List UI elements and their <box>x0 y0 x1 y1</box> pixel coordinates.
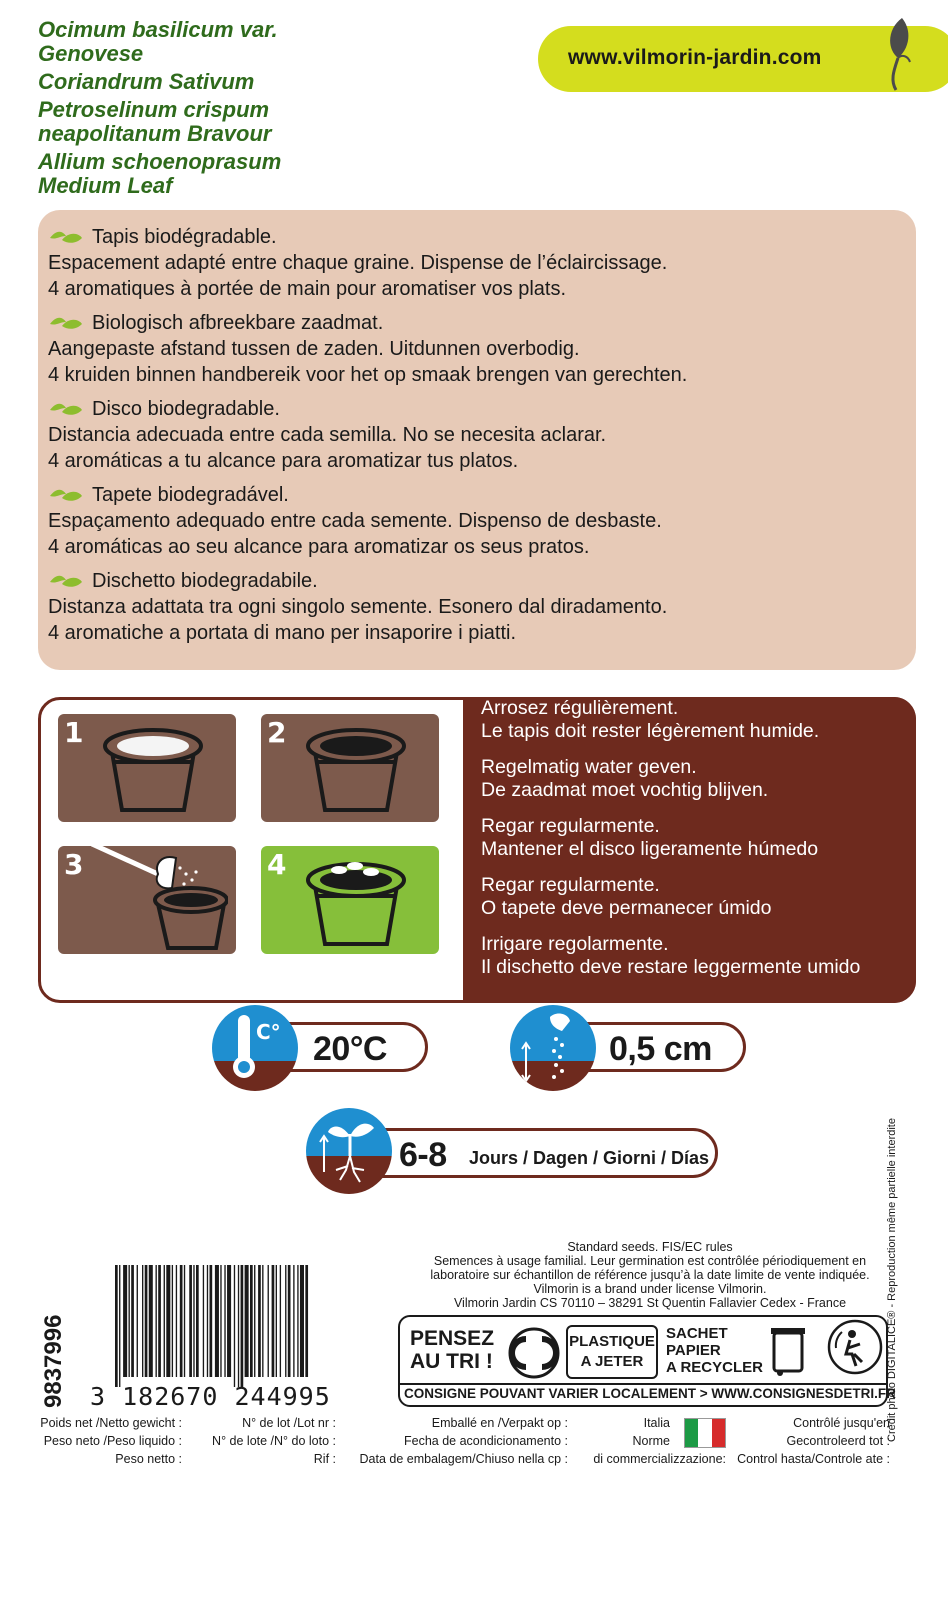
barcode-bar <box>250 1265 253 1377</box>
barcode-number: 3 182670 244995 <box>90 1382 331 1411</box>
sprouting-pot-icon <box>301 852 411 952</box>
barcode-bar <box>180 1265 183 1377</box>
legal-line: Vilmorin is a brand under license Vilmorin. <box>533 1282 767 1296</box>
barcode-bar <box>268 1265 269 1377</box>
description-title: Dischetto biodegradabile. <box>92 570 318 592</box>
description-nl <box>48 310 687 388</box>
step-number: 1 <box>64 716 84 749</box>
barcode-bar <box>241 1265 244 1387</box>
description-title: Disco biodegradable. <box>92 398 280 420</box>
barcode-bar <box>129 1265 130 1377</box>
footer-label: Gecontroleerd tot : <box>786 1434 890 1448</box>
barcode-bar <box>193 1265 194 1377</box>
barcode-bar <box>164 1265 165 1377</box>
barcode-bar <box>210 1265 213 1377</box>
soil-pot-icon <box>301 722 411 818</box>
barcode-bar <box>305 1265 308 1377</box>
step-3-tile <box>58 846 236 954</box>
footer-label: Data de embalagem/Chiuso nella cp : <box>359 1452 568 1466</box>
barcode-bar <box>119 1265 120 1387</box>
species-name: Coriandrum Sativum <box>38 69 255 94</box>
watering-line: Il dischetto deve restare leggermente umido <box>481 956 861 978</box>
description-line: Distancia adecuada entre cada semilla. No se necesita aclarar. <box>48 424 607 446</box>
pensez-line: PENSEZ <box>410 1327 495 1350</box>
description-title: Tapis biodégradable. <box>92 226 277 248</box>
leaf-bullet-icon <box>48 572 84 590</box>
barcode-bar <box>115 1265 118 1387</box>
description-line: 4 aromatiche a portata di mano per insaporire i piatti. <box>48 622 517 644</box>
footer-col-packed <box>352 1414 568 1468</box>
pensez-au-tri <box>410 1327 494 1373</box>
watering-line: Mantener el disco ligeramente húmedo <box>481 838 819 860</box>
legal-line: Semences à usage familial. Leur germination est contrôlée périodiquement en <box>433 1254 867 1268</box>
barcode-bar <box>300 1265 304 1377</box>
photo-credit: Crédit photo DIGITALICE® - Reproduction même partielle interdite <box>886 1118 898 1442</box>
footer-col-weight <box>36 1414 182 1468</box>
leaf-bullet-icon <box>48 314 84 332</box>
plastique-label <box>566 1325 658 1379</box>
sachet-line: A RECYCLER <box>666 1359 763 1376</box>
plastique-line: A JETER <box>580 1353 644 1370</box>
website-url[interactable]: www.vilmorin-jardin.com <box>568 46 822 69</box>
watering-line: Regelmatig water geven. <box>481 756 697 778</box>
germination-badge <box>358 1128 718 1178</box>
description-it <box>48 568 667 646</box>
step-number: 2 <box>267 716 287 749</box>
barcode-bar <box>145 1265 148 1377</box>
barcode-bar <box>276 1265 277 1377</box>
description-pt <box>48 482 662 560</box>
description-panel <box>38 210 916 670</box>
watering-it <box>481 933 860 979</box>
footer-label: Control hasta/Controle ate : <box>737 1452 890 1466</box>
leaf-bullet-icon <box>48 228 84 246</box>
footer-label: Emballé en /Verpakt op : <box>431 1416 568 1430</box>
barcode-bar <box>245 1265 249 1377</box>
footer-label: Italia <box>643 1416 670 1430</box>
watering-line: Regar regularmente. <box>481 815 660 837</box>
footer-label: Peso netto : <box>115 1452 182 1466</box>
seedling-icon <box>306 1108 392 1194</box>
description-line: 4 aromáticas a tu alcance para aromatizar tus platos. <box>48 450 519 472</box>
leaf-logo-icon <box>880 14 920 99</box>
barcode-bar <box>196 1265 199 1377</box>
description-line: Distanza adattata tra ogni singolo semente. Esonero dal diradamento. <box>48 596 668 618</box>
sachet-line: PAPIER <box>666 1342 721 1359</box>
watering-line: Regar regularmente. <box>481 874 660 896</box>
barcode-bar <box>142 1265 143 1377</box>
barcode-bar <box>234 1265 235 1387</box>
seed-pot-icon <box>98 722 208 818</box>
photo-credit-container <box>866 1112 896 1442</box>
reference-number-container <box>38 1300 68 1410</box>
barcode-bar <box>288 1265 291 1377</box>
species-name: Medium Leaf <box>38 173 173 198</box>
description-line: 4 aromáticas ao seu alcance para aromatizar os seus pratos. <box>48 536 590 558</box>
barcode-bar <box>254 1265 255 1377</box>
barcode-bar <box>158 1265 161 1377</box>
description-title: Biologisch afbreekbare zaadmat. <box>92 312 384 334</box>
temperature-value: 20°C <box>313 1030 387 1068</box>
consigne-text: CONSIGNE POUVANT VARIER LOCALEMENT > WWW.CONSIGNESDETRI.FR <box>404 1386 896 1401</box>
barcode-bar <box>166 1265 170 1377</box>
description-es <box>48 396 606 474</box>
barcode-bar <box>258 1265 261 1377</box>
species-name: Petroselinum crispum <box>38 97 270 122</box>
footer-label: di commercializzazione: <box>593 1452 726 1466</box>
barcode-bar <box>285 1265 286 1377</box>
footer-label: Fecha de acondicionamento : <box>404 1434 568 1448</box>
plastique-line: PLASTIQUE <box>569 1333 655 1350</box>
footer-label: Rif : <box>313 1452 336 1466</box>
description-line: Espacement adapté entre chaque graine. Dispense de l’éclaircissage. <box>48 252 668 274</box>
barcode-bar <box>293 1265 294 1377</box>
barcode-bar <box>297 1265 298 1377</box>
description-line: 4 kruiden binnen handbereik voor het op smaak brengen van gerechten. <box>48 364 688 386</box>
barcode-bar <box>272 1265 275 1377</box>
barcode-bar <box>184 1265 185 1377</box>
watering-pt <box>481 874 772 920</box>
barcode-bar <box>238 1265 239 1387</box>
leaf-bullet-icon <box>48 486 84 504</box>
pensez-line: AU TRI ! <box>410 1350 493 1373</box>
reference-number: 9837996 <box>40 1314 67 1408</box>
footer-label: N° de lote /N° do loto : <box>212 1434 336 1448</box>
barcode-bar <box>137 1265 138 1377</box>
barcode-bar <box>131 1265 134 1377</box>
germination-units: Jours / Dagen / Giorni / Días <box>469 1148 710 1168</box>
barcode-bar <box>220 1265 221 1377</box>
barcode-bar <box>176 1265 177 1377</box>
species-name: Allium schoenoprasum <box>38 149 282 174</box>
footer-label: Contrôlé jusqu'en <box>793 1416 890 1430</box>
thermometer-label: C° <box>256 1020 281 1044</box>
step-2-tile <box>261 714 439 822</box>
watering-line: O tapete deve permanecer úmido <box>481 897 772 919</box>
watering-nl <box>481 756 768 802</box>
legal-line: laboratoire sur échantillon de référence jusqu’à la date limite de vente indiquée. <box>430 1268 870 1282</box>
footer-label: N° de lot /Lot nr : <box>242 1416 336 1430</box>
watering-line: Arrosez régulièrement. <box>481 697 679 719</box>
description-line: Aangepaste afstand tussen de zaden. Uitdunnen overbodig. <box>48 338 580 360</box>
germination-days: 6-8 <box>399 1136 447 1174</box>
legal-line: Standard seeds. FIS/EC rules <box>567 1240 733 1254</box>
footer-label: Poids net /Netto gewicht : <box>40 1416 182 1430</box>
depth-value: 0,5 cm <box>609 1030 712 1068</box>
barcode-bar <box>262 1265 263 1377</box>
barcode-bar <box>207 1265 208 1377</box>
watering-instructions <box>463 697 916 1003</box>
recycle-bin-icon <box>768 1323 808 1377</box>
species-list <box>38 18 338 202</box>
barcode-bar <box>280 1265 281 1377</box>
barcode-bar <box>172 1265 173 1377</box>
species-name: neapolitanum Bravour <box>38 121 272 146</box>
description-line: Espaçamento adequado entre cada semente. Dispenso de desbaste. <box>48 510 662 532</box>
barcode-bar <box>227 1265 231 1377</box>
point-vert-icon <box>508 1327 560 1379</box>
description-fr <box>48 224 667 302</box>
barcode-bar <box>123 1265 127 1377</box>
watering-can-icon <box>88 838 228 952</box>
barcode-bar <box>203 1265 204 1377</box>
thermometer-icon <box>212 1005 298 1091</box>
barcode-image <box>113 1265 363 1387</box>
footer-col-lot <box>196 1414 336 1468</box>
watering-line: De zaadmat moet vochtig blijven. <box>481 779 769 801</box>
legal-notice <box>400 1240 900 1310</box>
barcode-bar <box>189 1265 192 1377</box>
footer-label: Norme <box>632 1434 670 1448</box>
recycling-info <box>398 1315 896 1407</box>
barcode-bar <box>224 1265 225 1377</box>
species-name: Ocimum basilicum var. Genovese <box>38 17 278 66</box>
watering-line: Irrigare regolarmente. <box>481 933 669 955</box>
sachet-line: SACHET <box>666 1325 728 1342</box>
step-number: 3 <box>64 848 84 881</box>
legal-line: Vilmorin Jardin CS 70110 – 38291 St Quentin Fallavier Cedex - France <box>453 1296 847 1310</box>
description-line: 4 aromatiques à portée de main pour aromatiser vos plats. <box>48 278 567 300</box>
sowing-depth-icon <box>510 1005 596 1091</box>
step-1-tile <box>58 714 236 822</box>
barcode-bar <box>149 1265 153 1377</box>
watering-fr <box>481 697 819 743</box>
watering-line: Le tapis doit rester légèrement humide. <box>481 720 820 742</box>
description-title: Tapete biodegradável. <box>92 484 289 506</box>
footer-label: Peso neto /Peso liquido : <box>43 1434 182 1448</box>
watering-es <box>481 815 818 861</box>
barcode-bar <box>156 1265 157 1377</box>
step-number: 4 <box>267 848 287 881</box>
leaf-bullet-icon <box>48 400 84 418</box>
italy-flag-icon <box>684 1418 726 1448</box>
barcode-bar <box>215 1265 219 1377</box>
sachet-label <box>666 1325 763 1376</box>
step-4-tile <box>261 846 439 954</box>
